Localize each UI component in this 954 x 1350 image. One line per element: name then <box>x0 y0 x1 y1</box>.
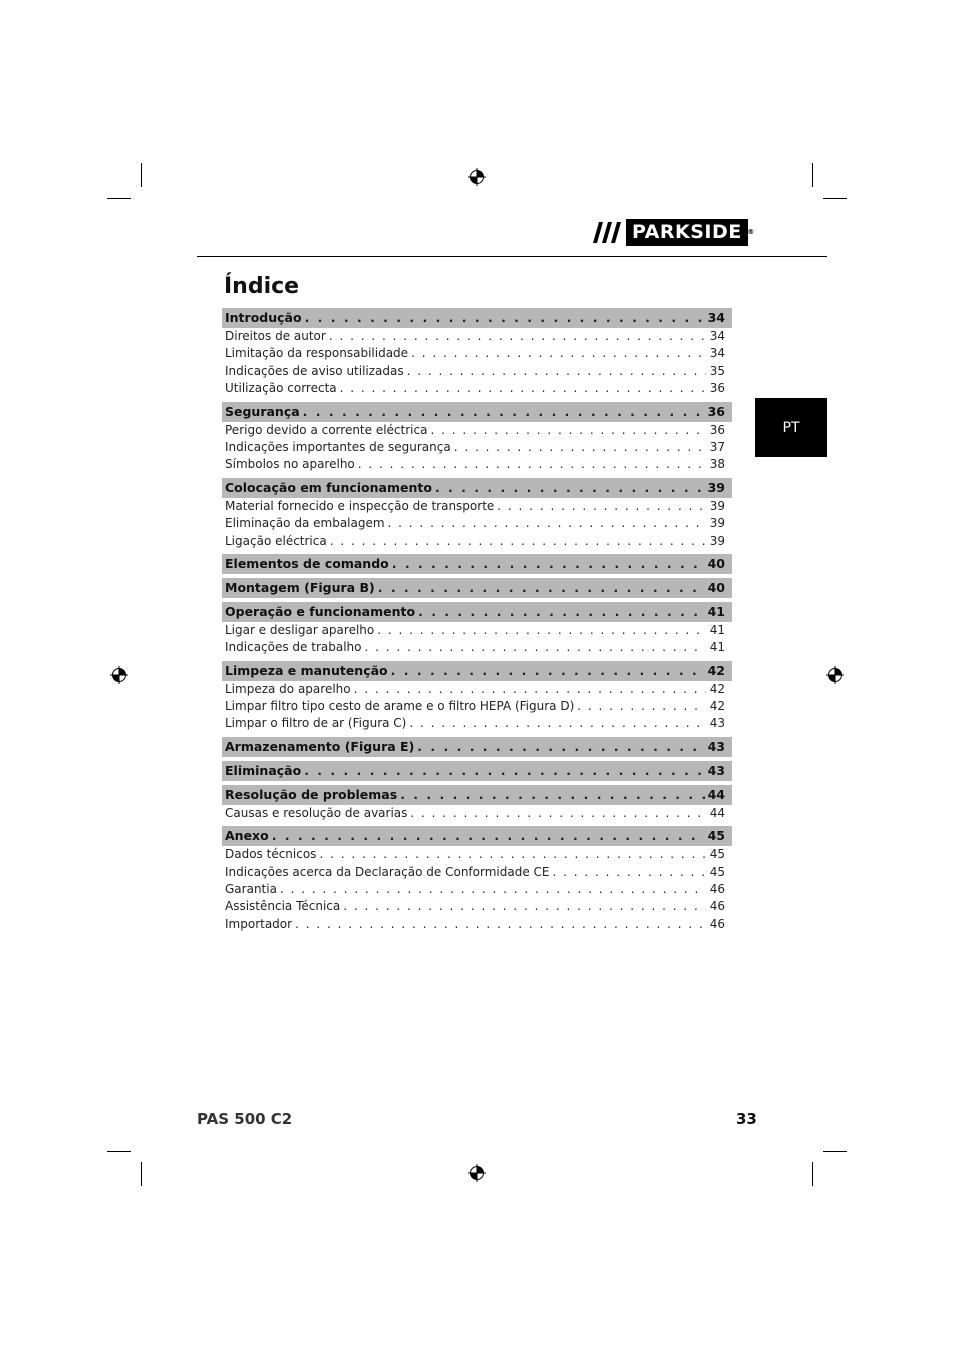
footer-page-number: 33 <box>736 1110 757 1128</box>
toc-entry-title: Limpar filtro tipo cesto de arame e o filtro HEPA (Figura D) <box>225 699 575 714</box>
toc-entry <box>222 515 732 532</box>
toc-entry-page: 45 <box>709 864 725 879</box>
dot-leader <box>407 363 706 380</box>
toc-section-page: 45 <box>707 828 725 844</box>
toc-entry-title: Material fornecido e inspecção de transporte <box>225 498 495 513</box>
language-tab-label: PT <box>782 419 800 436</box>
toc-section-title: Armazenamento (Figura E) <box>225 738 415 754</box>
toc-section-page: 40 <box>707 555 725 571</box>
dot-leader <box>409 715 706 732</box>
toc-entry-title: Indicações importantes de segurança <box>225 439 451 454</box>
dot-leader <box>411 345 706 362</box>
dot-leader <box>343 898 706 915</box>
toc-entry-title: Ligar e desligar aparelho <box>225 622 375 637</box>
table-of-contents <box>222 308 732 933</box>
dot-leader <box>303 402 705 422</box>
toc-entry-page: 42 <box>709 699 725 714</box>
toc-section-page: 43 <box>707 738 725 754</box>
toc-entry <box>222 864 732 881</box>
toc-entry-title: Limpar o filtro de ar (Figura C) <box>225 716 407 731</box>
toc-section-title: Anexo <box>225 828 269 844</box>
toc-entry-page: 46 <box>709 916 725 931</box>
toc-entry <box>222 898 732 915</box>
toc-entry-title: Assistência Técnica <box>225 899 341 914</box>
toc-entry-page: 39 <box>709 516 725 531</box>
dot-leader <box>417 737 704 757</box>
crop-mark <box>107 1151 131 1152</box>
toc-section <box>222 578 732 598</box>
toc-entry-page: 36 <box>709 422 725 437</box>
toc-entry-title: Causas e resolução de avarias <box>225 805 408 820</box>
toc-entry-page: 45 <box>709 847 725 862</box>
toc-entry-title: Símbolos no aparelho <box>225 457 355 472</box>
dot-leader <box>378 578 705 598</box>
dot-leader <box>340 380 706 397</box>
toc-entry <box>222 881 732 898</box>
toc-section-title: Resolução de problemas <box>225 786 398 802</box>
dot-leader <box>454 439 706 456</box>
registration-mark-icon <box>110 666 128 684</box>
toc-section-title: Eliminação <box>225 762 302 778</box>
toc-entry-title: Utilização correcta <box>225 381 337 396</box>
toc-entry-page: 41 <box>709 622 725 637</box>
brand-name <box>626 219 755 246</box>
toc-section-title: Limpeza e manutenção <box>225 662 388 678</box>
toc-entry-title: Perigo devido a corrente eléctrica <box>225 422 428 437</box>
toc-entry-title: Ligação eléctrica <box>225 533 327 548</box>
toc-section-page: 44 <box>707 786 725 802</box>
toc-section-title: Montagem (Figura B) <box>225 579 375 595</box>
crop-mark <box>823 1151 847 1152</box>
language-tab <box>755 398 827 457</box>
toc-entry-page: 43 <box>709 716 725 731</box>
toc-section-title: Segurança <box>225 403 300 419</box>
toc-section-title: Colocação em funcionamento <box>225 479 432 495</box>
dot-leader <box>377 622 706 639</box>
brand-logo <box>593 219 755 246</box>
toc-entry-page: 46 <box>709 899 725 914</box>
toc-section <box>222 478 732 498</box>
toc-entry-title: Indicações de trabalho <box>225 640 362 655</box>
toc-entry-title: Indicações de aviso utilizadas <box>225 363 404 378</box>
dot-leader <box>354 681 706 698</box>
toc-section-title: Operação e funcionamento <box>225 603 416 619</box>
toc-section-page: 41 <box>707 603 725 619</box>
toc-section-page: 36 <box>707 403 725 419</box>
registration-mark-icon <box>468 168 486 186</box>
toc-entry <box>222 439 732 456</box>
toc-entry <box>222 805 732 822</box>
toc-entry-page: 39 <box>709 498 725 513</box>
toc-entry-page: 38 <box>709 457 725 472</box>
toc-entry-page: 36 <box>709 381 725 396</box>
toc-entry <box>222 639 732 656</box>
toc-section-title: Elementos de comando <box>225 555 389 571</box>
toc-entry <box>222 846 732 863</box>
toc-entry-title: Limitação da responsabilidade <box>225 346 409 361</box>
toc-entry <box>222 533 732 550</box>
toc-entry <box>222 681 732 698</box>
toc-section <box>222 737 732 757</box>
toc-entry-title: Dados técnicos <box>225 847 317 862</box>
dot-leader <box>391 661 705 681</box>
toc-section <box>222 661 732 681</box>
toc-section <box>222 554 732 574</box>
toc-entry <box>222 916 732 933</box>
toc-entry-page: 46 <box>709 882 725 897</box>
toc-entry <box>222 715 732 732</box>
toc-entry-title: Garantia <box>225 882 277 897</box>
crop-mark <box>812 1162 813 1186</box>
toc-section-page: 39 <box>707 479 725 495</box>
dot-leader <box>435 478 705 498</box>
dot-leader <box>410 805 706 822</box>
dot-leader <box>295 916 706 933</box>
toc-section <box>222 602 732 622</box>
dot-leader <box>304 761 704 781</box>
toc-entry-page: 34 <box>709 346 725 361</box>
toc-entry-title: Indicações acerca da Declaração de Conformidade CE <box>225 864 550 879</box>
dot-leader <box>329 328 706 345</box>
crop-mark <box>823 198 847 199</box>
brand-name-text: PARKSIDE <box>632 221 742 243</box>
dot-leader <box>319 846 706 863</box>
toc-entry <box>222 380 732 397</box>
toc-section-page: 40 <box>707 579 725 595</box>
toc-entry-page: 44 <box>709 805 725 820</box>
toc-entry-page: 37 <box>709 439 725 454</box>
crop-mark <box>141 1162 142 1186</box>
toc-entry-page: 34 <box>709 329 725 343</box>
toc-entry-title: Limpeza do aparelho <box>225 681 351 696</box>
toc-entry <box>222 328 732 345</box>
toc-section <box>222 402 732 422</box>
dot-leader <box>330 533 706 550</box>
dot-leader <box>365 639 707 656</box>
toc-entry <box>222 622 732 639</box>
dot-leader <box>497 498 706 515</box>
dot-leader <box>392 554 705 574</box>
toc-entry-title: Direitos de autor <box>225 329 326 343</box>
toc-section <box>222 826 732 846</box>
toc-entry <box>222 698 732 715</box>
dot-leader <box>358 456 706 473</box>
toc-entry <box>222 456 732 473</box>
toc-entry-page: 39 <box>709 533 725 548</box>
toc-entry-page: 35 <box>709 363 725 378</box>
dot-leader <box>305 308 705 328</box>
registration-mark-icon <box>826 666 844 684</box>
toc-section-title: Introdução <box>225 310 302 325</box>
toc-entry <box>222 363 732 380</box>
dot-leader <box>400 785 704 805</box>
toc-section-page: 42 <box>707 662 725 678</box>
toc-entry <box>222 345 732 362</box>
toc-section-page: 43 <box>707 762 725 778</box>
dot-leader <box>577 698 706 715</box>
toc-entry-page: 42 <box>709 681 725 696</box>
header-rule <box>197 256 827 257</box>
toc-entry-title: Eliminação da embalagem <box>225 516 385 531</box>
dot-leader <box>418 602 705 622</box>
toc-entry-page: 41 <box>709 640 725 655</box>
toc-section <box>222 785 732 805</box>
dot-leader <box>280 881 706 898</box>
toc-entry <box>222 498 732 515</box>
dot-leader <box>553 864 707 881</box>
dot-leader <box>272 826 705 846</box>
crop-mark <box>141 163 142 187</box>
dot-leader <box>430 422 706 439</box>
toc-entry <box>222 422 732 439</box>
dot-leader <box>388 515 706 532</box>
registered-mark: ® <box>747 228 755 236</box>
toc-section <box>222 761 732 781</box>
crop-mark <box>107 198 131 199</box>
brand-slashes-icon <box>593 219 623 246</box>
crop-mark <box>812 163 813 187</box>
toc-entry-title: Importador <box>225 916 293 931</box>
toc-section-page: 34 <box>707 310 725 325</box>
toc-section <box>222 308 732 328</box>
footer-model: PAS 500 C2 <box>197 1110 293 1128</box>
page-title: Índice <box>224 274 300 299</box>
registration-mark-icon <box>468 1164 486 1182</box>
